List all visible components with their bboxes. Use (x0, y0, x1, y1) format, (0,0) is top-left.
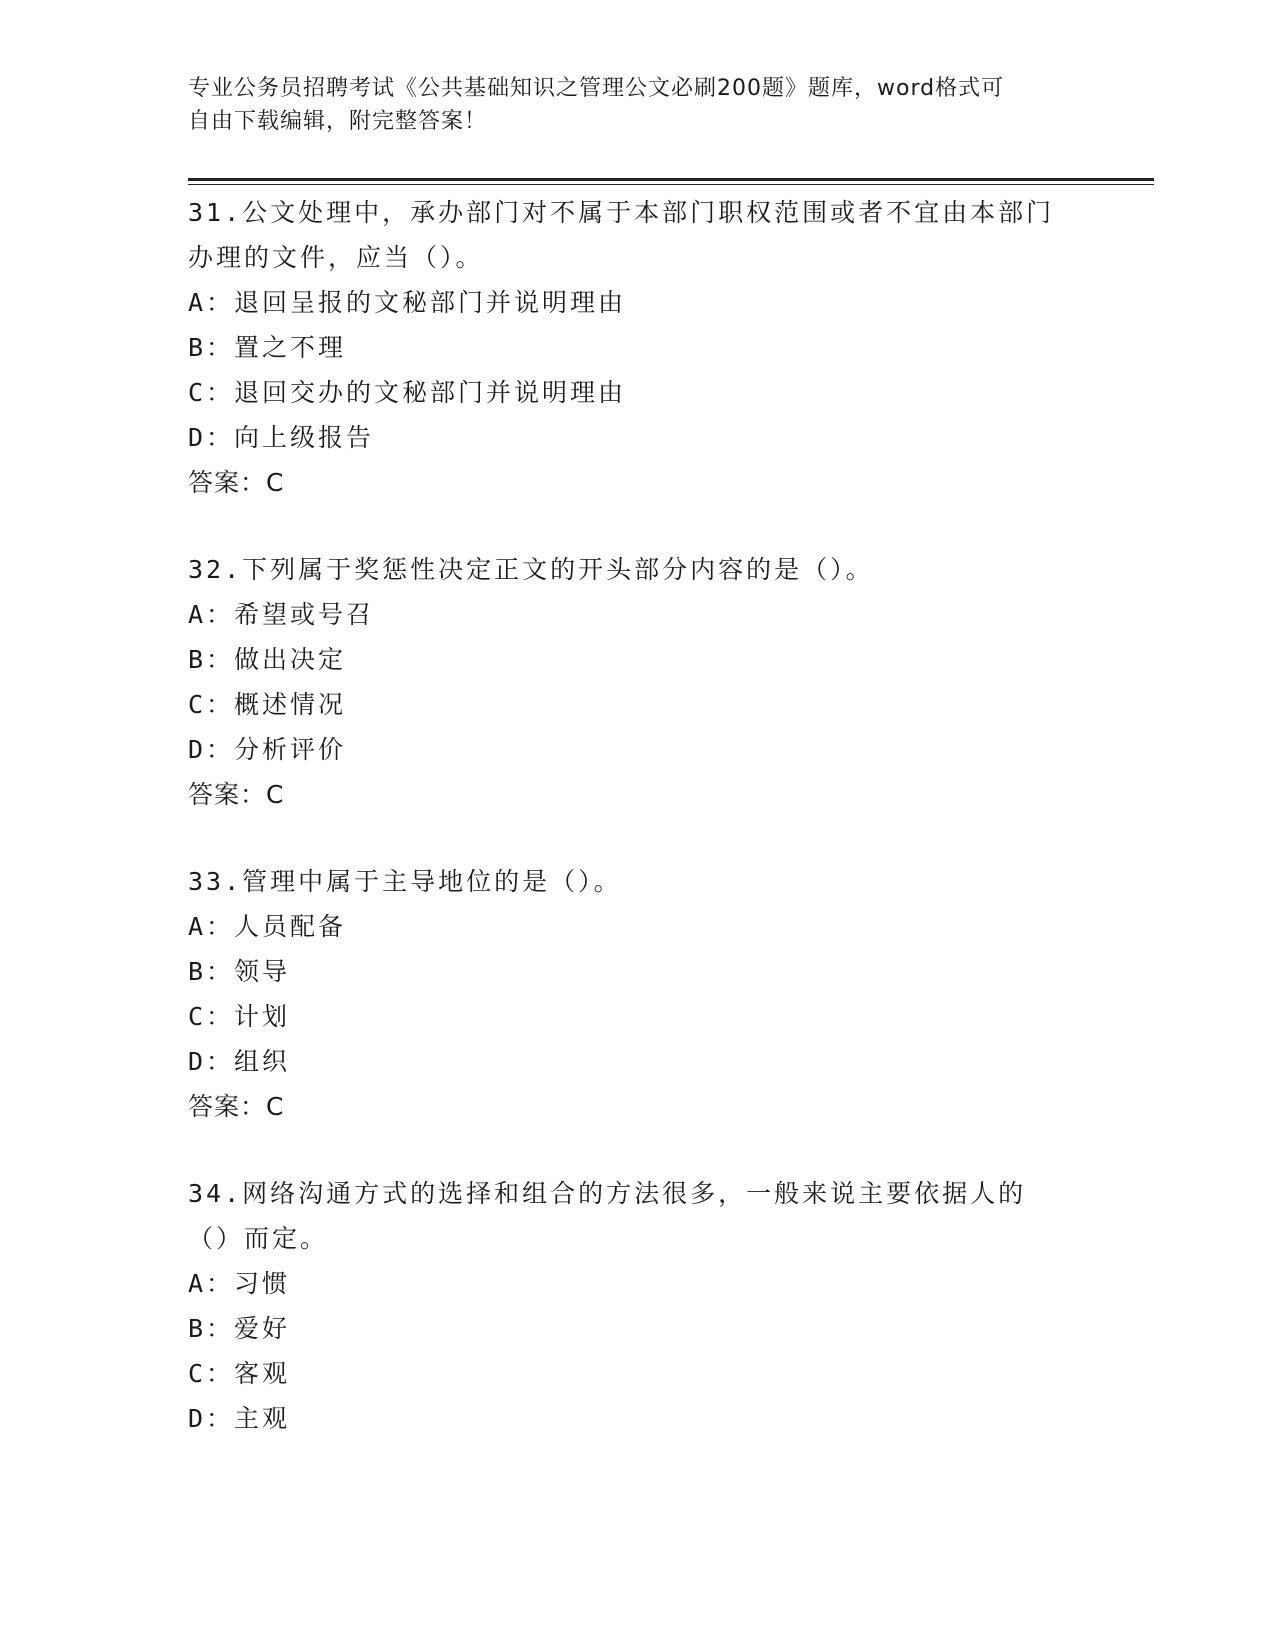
option-c: C：客观 (188, 1359, 291, 1388)
option-c: C：计划 (188, 1002, 291, 1031)
header-divider-thick (188, 178, 1154, 181)
answer-line: 答案：C (188, 1092, 285, 1121)
question-stem: 33.管理中属于主导地位的是（）。 (188, 867, 622, 896)
question-33 (188, 859, 1088, 1129)
option-d: D：分析评价 (188, 735, 347, 764)
question-32 (188, 547, 1088, 817)
header-divider-thin (188, 184, 1154, 185)
option-c: C：概述情况 (188, 690, 347, 719)
question-stem: 34.网络沟通方式的选择和组合的方法很多，一般来说主要依据人的（）而定。 (188, 1179, 1027, 1253)
question-stem: 32.下列属于奖惩性决定正文的开头部分内容的是（）。 (188, 555, 874, 584)
question-stem: 31.公文处理中，承办部门对不属于本部门职权范围或者不宜由本部门办理的文件，应当（）。 (188, 198, 1055, 272)
option-a: A：习惯 (188, 1269, 291, 1298)
option-a: A：退回呈报的文秘部门并说明理由 (188, 288, 627, 317)
option-d: D：组织 (188, 1047, 291, 1076)
document-header: 专业公务员招聘考试《公共基础知识之管理公文必刷200题》题库，word格式可 自由下载编辑，附完整答案！ (188, 76, 1005, 134)
question-list (188, 190, 1088, 1483)
option-c: C：退回交办的文秘部门并说明理由 (188, 378, 627, 407)
option-b: B：置之不理 (188, 333, 347, 362)
question-31 (188, 190, 1088, 505)
question-34 (188, 1171, 1088, 1441)
option-b: B：爱好 (188, 1314, 291, 1343)
option-d: D：主观 (188, 1404, 291, 1433)
answer-line: 答案：C (188, 780, 285, 809)
option-d: D：向上级报告 (188, 423, 375, 452)
answer-line: 答案：C (188, 468, 285, 497)
option-b: B：做出决定 (188, 645, 347, 674)
option-a: A：人员配备 (188, 912, 347, 941)
option-b: B：领导 (188, 957, 291, 986)
option-a: A：希望或号召 (188, 600, 375, 629)
